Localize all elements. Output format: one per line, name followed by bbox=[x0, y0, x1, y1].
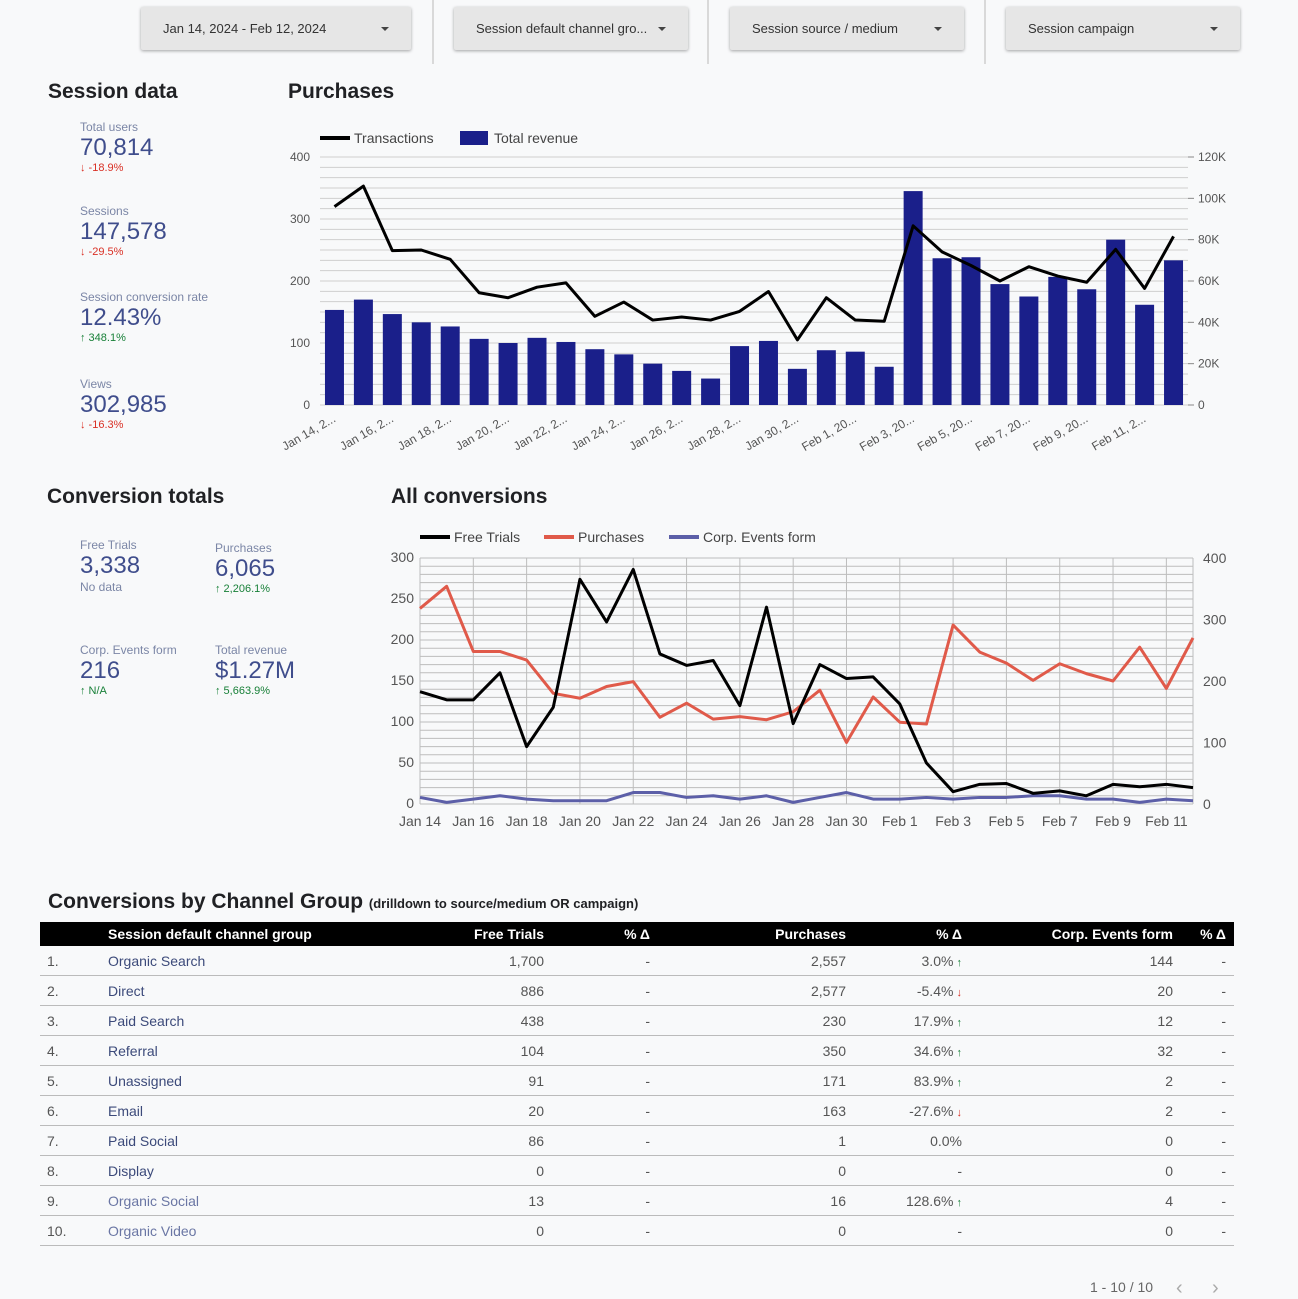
right-axis-tick: 40K bbox=[1198, 315, 1220, 330]
kpi-session-conversion-rate bbox=[80, 290, 208, 344]
right-axis-tick: 120K bbox=[1198, 150, 1227, 164]
kpi-value: 302,985 bbox=[80, 391, 167, 418]
row-purchases-delta: -27.6% ↓ bbox=[854, 1096, 970, 1126]
header-free-trials-delta[interactable]: % Δ bbox=[552, 922, 658, 946]
row-channel-name[interactable]: Direct bbox=[100, 976, 386, 1006]
row-free-trials: 13 bbox=[386, 1186, 552, 1216]
right-axis-tick: 0 bbox=[1198, 398, 1205, 412]
revenue-bar[interactable] bbox=[933, 258, 952, 405]
x-axis-tick: Feb 5, 20... bbox=[914, 411, 975, 454]
right-axis-tick: 400 bbox=[1203, 550, 1227, 566]
row-corp-events-delta: - bbox=[1181, 1156, 1234, 1186]
left-axis-tick: 200 bbox=[289, 274, 310, 288]
row-free-trials: 0 bbox=[386, 1216, 552, 1246]
table-row[interactable] bbox=[40, 1186, 1234, 1216]
right-axis-tick: 0 bbox=[1203, 796, 1211, 812]
x-axis-tick: Jan 22, 2... bbox=[511, 411, 570, 454]
legend-revenue-label: Total revenue bbox=[494, 130, 579, 146]
revenue-bar[interactable] bbox=[556, 342, 575, 405]
row-purchases-delta: -5.4% ↓ bbox=[854, 976, 970, 1006]
right-axis-tick: 100K bbox=[1198, 191, 1227, 206]
revenue-bar[interactable] bbox=[354, 300, 373, 405]
right-axis-tick: 20K bbox=[1198, 356, 1220, 371]
x-axis-tick: Jan 24 bbox=[665, 813, 708, 829]
kpi-delta: ↑ 348.1% bbox=[80, 332, 126, 344]
channel-table-title-text: Conversions by Channel Group bbox=[48, 890, 364, 913]
row-purchases: 0 bbox=[658, 1216, 854, 1246]
left-axis-tick: 0 bbox=[406, 795, 414, 811]
row-channel-name[interactable]: Paid Social bbox=[100, 1126, 386, 1156]
row-free-trials-delta: - bbox=[552, 1186, 658, 1216]
revenue-bar[interactable] bbox=[672, 371, 691, 405]
row-index: 10. bbox=[40, 1216, 100, 1246]
channel-group-label: Session default channel gro... bbox=[476, 21, 648, 36]
x-axis-tick: Jan 16, 2... bbox=[337, 411, 396, 454]
row-purchases-delta: - bbox=[854, 1216, 970, 1246]
x-axis-tick: Feb 1 bbox=[881, 813, 918, 829]
row-free-trials: 886 bbox=[386, 976, 552, 1006]
right-axis-tick: 80K bbox=[1198, 232, 1220, 247]
kpi-delta: ↑ N/A bbox=[80, 685, 107, 697]
revenue-bar[interactable] bbox=[962, 257, 981, 405]
left-axis-tick: 400 bbox=[289, 150, 310, 164]
row-purchases-delta: 83.9% ↑ bbox=[854, 1066, 970, 1096]
x-axis-tick: Jan 14, 2... bbox=[279, 411, 338, 454]
revenue-bar[interactable] bbox=[990, 284, 1009, 405]
left-axis-tick: 250 bbox=[390, 590, 414, 606]
row-index: 8. bbox=[40, 1156, 100, 1186]
row-corp-events-delta: - bbox=[1181, 1096, 1234, 1126]
free-trials-line[interactable] bbox=[420, 569, 1193, 795]
row-index: 5. bbox=[40, 1066, 100, 1096]
kpi-delta: ↑ 5,663.9% bbox=[215, 685, 271, 697]
date-range-label: Jan 14, 2024 - Feb 12, 2024 bbox=[163, 21, 327, 36]
row-free-trials: 0 bbox=[386, 1156, 552, 1186]
kpi-label: Sessions bbox=[80, 204, 129, 218]
row-free-trials-delta: - bbox=[552, 976, 658, 1006]
kpi-purchases bbox=[215, 541, 275, 595]
revenue-bar[interactable] bbox=[1106, 240, 1125, 405]
header-corp-events[interactable]: Corp. Events form bbox=[970, 922, 1181, 946]
revenue-bar[interactable] bbox=[759, 341, 778, 405]
chevron-right-icon[interactable]: › bbox=[1212, 1277, 1219, 1299]
row-free-trials-delta: - bbox=[552, 1096, 658, 1126]
conversion-totals-title: Conversion totals bbox=[47, 485, 225, 508]
legend-purchases-label: Purchases bbox=[578, 529, 645, 545]
row-corp-events: 0 bbox=[970, 1126, 1181, 1156]
row-channel-name[interactable]: Organic Video bbox=[100, 1216, 386, 1246]
row-free-trials-delta: - bbox=[552, 1216, 658, 1246]
row-free-trials: 438 bbox=[386, 1006, 552, 1036]
kpi-label: Purchases bbox=[215, 541, 272, 555]
left-axis-tick: 300 bbox=[390, 549, 414, 565]
campaign-filter[interactable] bbox=[1006, 7, 1240, 50]
row-corp-events-delta: - bbox=[1181, 946, 1234, 976]
dropdown-caret-icon bbox=[381, 27, 389, 31]
row-free-trials: 91 bbox=[386, 1066, 552, 1096]
header-purchases-delta[interactable]: % Δ bbox=[854, 922, 970, 946]
dropdown-caret-icon bbox=[1210, 27, 1218, 31]
x-axis-tick: Jan 16 bbox=[452, 813, 495, 829]
filter-divider bbox=[984, 0, 986, 64]
transactions-line[interactable] bbox=[334, 186, 1173, 340]
x-axis-tick: Feb 7 bbox=[1041, 813, 1078, 829]
row-free-trials-delta: - bbox=[552, 1126, 658, 1156]
row-corp-events: 12 bbox=[970, 1006, 1181, 1036]
row-channel-name[interactable]: Email bbox=[100, 1096, 386, 1126]
row-purchases-delta: 17.9% ↑ bbox=[854, 1006, 970, 1036]
right-axis-tick: 300 bbox=[1203, 611, 1227, 628]
kpi-value: $1.27M bbox=[215, 657, 296, 684]
source-medium-label: Session source / medium bbox=[752, 21, 898, 36]
header-free-trials[interactable]: Free Trials bbox=[386, 922, 552, 946]
row-corp-events: 2 bbox=[970, 1066, 1181, 1096]
x-axis-tick: Jan 28, 2... bbox=[684, 411, 744, 454]
filter-divider bbox=[432, 0, 434, 64]
revenue-bar[interactable] bbox=[614, 354, 633, 405]
revenue-bar[interactable] bbox=[325, 310, 344, 405]
table-row[interactable] bbox=[40, 1006, 1234, 1036]
row-corp-events-delta: - bbox=[1181, 1126, 1234, 1156]
x-axis-tick: Jan 18 bbox=[505, 813, 548, 829]
left-axis-tick: 50 bbox=[398, 754, 414, 770]
kpi-corp-events-form bbox=[80, 643, 177, 697]
table-row[interactable] bbox=[40, 1126, 1234, 1156]
filter-divider bbox=[707, 0, 709, 64]
row-purchases: 171 bbox=[658, 1066, 854, 1096]
chevron-left-icon[interactable]: ‹ bbox=[1176, 1277, 1183, 1299]
revenue-bar[interactable] bbox=[788, 369, 807, 405]
revenue-bar[interactable] bbox=[904, 191, 923, 405]
row-corp-events: 4 bbox=[970, 1186, 1181, 1216]
row-index: 9. bbox=[40, 1186, 100, 1216]
x-axis-tick: Feb 11 bbox=[1145, 813, 1188, 829]
kpi-value: 216 bbox=[80, 657, 121, 684]
header-purchases[interactable]: Purchases bbox=[658, 922, 854, 946]
row-purchases: 230 bbox=[658, 1006, 854, 1036]
row-corp-events-delta: - bbox=[1181, 976, 1234, 1006]
row-channel-name[interactable]: Paid Search bbox=[100, 1006, 386, 1036]
row-channel-name[interactable]: Display bbox=[100, 1156, 386, 1186]
row-free-trials: 104 bbox=[386, 1036, 552, 1066]
row-free-trials-delta: - bbox=[552, 1156, 658, 1186]
table-row[interactable] bbox=[40, 1036, 1234, 1066]
row-purchases-delta: - bbox=[854, 1156, 970, 1186]
left-axis-tick: 150 bbox=[390, 672, 414, 688]
revenue-bar[interactable] bbox=[499, 343, 518, 405]
row-index: 6. bbox=[40, 1096, 100, 1126]
kpi-label: Total users bbox=[80, 120, 139, 134]
revenue-bar[interactable] bbox=[441, 326, 460, 405]
kpi-value: 147,578 bbox=[80, 218, 167, 245]
row-corp-events: 0 bbox=[970, 1216, 1181, 1246]
x-axis-tick: Jan 24, 2... bbox=[568, 411, 628, 454]
row-purchases: 1 bbox=[658, 1126, 854, 1156]
legend-transactions-label: Transactions bbox=[354, 130, 434, 146]
table-row[interactable] bbox=[40, 946, 1234, 976]
all-conversions-title: All conversions bbox=[391, 485, 548, 508]
x-axis-tick: Jan 14 bbox=[398, 813, 442, 829]
left-axis-tick: 0 bbox=[303, 398, 310, 412]
row-index: 7. bbox=[40, 1126, 100, 1156]
row-corp-events: 20 bbox=[970, 976, 1181, 1006]
row-purchases-delta: 128.6% ↑ bbox=[854, 1186, 970, 1216]
row-purchases: 163 bbox=[658, 1096, 854, 1126]
revenue-bar[interactable] bbox=[528, 338, 547, 405]
row-free-trials-delta: - bbox=[552, 1036, 658, 1066]
left-axis-tick: 100 bbox=[390, 713, 414, 729]
x-axis-tick: Feb 9, 20... bbox=[1030, 411, 1091, 454]
revenue-bar[interactable] bbox=[846, 352, 865, 405]
kpi-value: 3,338 bbox=[80, 552, 141, 579]
x-axis-tick: Jan 26, 2... bbox=[626, 411, 686, 454]
row-corp-events-delta: - bbox=[1181, 1216, 1234, 1246]
row-index: 3. bbox=[40, 1006, 100, 1036]
legend-free-trials-label: Free Trials bbox=[454, 529, 521, 545]
header-channel-group[interactable]: Session default channel group bbox=[100, 922, 386, 946]
revenue-bar[interactable] bbox=[383, 314, 402, 405]
x-axis-tick: Feb 1, 20... bbox=[799, 411, 859, 454]
kpi-delta: ↓ -29.5% bbox=[80, 246, 124, 258]
kpi-delta: ↓ -18.9% bbox=[80, 162, 124, 174]
row-corp-events-delta: - bbox=[1181, 1036, 1234, 1066]
x-axis-tick: Feb 11, 2... bbox=[1089, 411, 1149, 454]
revenue-bar[interactable] bbox=[585, 349, 604, 405]
x-axis-tick: Feb 3, 20... bbox=[857, 411, 917, 454]
kpi-label: Total revenue bbox=[215, 643, 288, 657]
pagination-label: 1 - 10 / 10 bbox=[1090, 1279, 1154, 1295]
revenue-bar[interactable] bbox=[1077, 289, 1096, 405]
row-free-trials: 86 bbox=[386, 1126, 552, 1156]
row-purchases-delta: 3.0% ↑ bbox=[854, 946, 970, 976]
x-axis-tick: Jan 30 bbox=[825, 813, 868, 829]
left-axis-tick: 200 bbox=[390, 631, 414, 647]
row-purchases: 16 bbox=[658, 1186, 854, 1216]
dropdown-caret-icon bbox=[934, 27, 942, 31]
left-axis-tick: 300 bbox=[289, 212, 310, 226]
table-row[interactable] bbox=[40, 1096, 1234, 1126]
row-channel-name[interactable]: Unassigned bbox=[100, 1066, 386, 1096]
row-index: 4. bbox=[40, 1036, 100, 1066]
row-corp-events-delta: - bbox=[1181, 1066, 1234, 1096]
revenue-bar[interactable] bbox=[817, 350, 836, 405]
left-axis-tick: 100 bbox=[289, 336, 310, 350]
legend-revenue-swatch bbox=[460, 131, 488, 145]
header-corp-events-delta[interactable]: % Δ bbox=[1181, 922, 1234, 946]
kpi-delta: No data bbox=[80, 580, 123, 594]
revenue-bar[interactable] bbox=[1164, 260, 1183, 405]
row-purchases: 2,557 bbox=[658, 946, 854, 976]
kpi-sessions bbox=[80, 204, 167, 258]
x-axis-tick: Jan 20, 2... bbox=[453, 411, 512, 454]
x-axis-tick: Feb 3 bbox=[935, 813, 972, 829]
row-purchases-delta: 0.0% bbox=[854, 1126, 970, 1156]
kpi-label: Corp. Events form bbox=[80, 643, 177, 657]
table-row[interactable] bbox=[40, 1066, 1234, 1096]
x-axis-tick: Jan 20 bbox=[558, 813, 601, 829]
x-axis-tick: Feb 7, 20... bbox=[972, 411, 1033, 454]
row-free-trials: 1,700 bbox=[386, 946, 552, 976]
row-free-trials-delta: - bbox=[552, 946, 658, 976]
row-channel-name[interactable]: Referral bbox=[100, 1036, 386, 1066]
kpi-value: 12.43% bbox=[80, 304, 162, 331]
table-row[interactable] bbox=[40, 976, 1234, 1006]
legend-corp-events-label: Corp. Events form bbox=[703, 529, 816, 545]
revenue-bar[interactable] bbox=[730, 346, 749, 405]
row-index: 1. bbox=[40, 946, 100, 976]
channel-group-filter[interactable] bbox=[454, 7, 688, 50]
revenue-bar[interactable] bbox=[470, 339, 489, 405]
kpi-label: Free Trials bbox=[80, 538, 137, 552]
x-axis-tick: Feb 5 bbox=[988, 813, 1025, 829]
row-corp-events: 144 bbox=[970, 946, 1181, 976]
kpi-value: 6,065 bbox=[215, 555, 276, 582]
kpi-total-revenue bbox=[215, 643, 295, 697]
x-axis-tick: Feb 9 bbox=[1095, 813, 1131, 829]
channel-table-subtitle: (drilldown to source/medium OR campaign) bbox=[368, 896, 639, 911]
row-purchases: 0 bbox=[658, 1156, 854, 1186]
right-axis-tick: 60K bbox=[1198, 274, 1220, 288]
kpi-label: Views bbox=[80, 377, 112, 391]
row-corp-events-delta: - bbox=[1181, 1186, 1234, 1216]
revenue-bar[interactable] bbox=[1019, 297, 1038, 406]
revenue-bar[interactable] bbox=[643, 364, 662, 405]
x-axis-tick: Jan 28 bbox=[772, 813, 815, 829]
purchases-chart-title: Purchases bbox=[288, 80, 395, 103]
row-corp-events: 0 bbox=[970, 1156, 1181, 1186]
kpi-value: 70,814 bbox=[80, 134, 154, 161]
source-medium-filter[interactable] bbox=[730, 7, 964, 50]
revenue-bar[interactable] bbox=[1135, 305, 1154, 405]
kpi-views bbox=[80, 377, 167, 431]
revenue-bar[interactable] bbox=[701, 379, 720, 405]
channel-table-title bbox=[48, 890, 638, 914]
date-range-filter[interactable] bbox=[141, 7, 411, 50]
x-axis-tick: Jan 26 bbox=[718, 813, 761, 829]
row-corp-events-delta: - bbox=[1181, 1006, 1234, 1036]
row-purchases: 350 bbox=[658, 1036, 854, 1066]
row-free-trials: 20 bbox=[386, 1096, 552, 1126]
row-purchases-delta: 34.6% ↑ bbox=[854, 1036, 970, 1066]
right-axis-tick: 100 bbox=[1203, 734, 1227, 751]
revenue-bar[interactable] bbox=[412, 322, 431, 405]
kpi-label: Session conversion rate bbox=[80, 290, 209, 304]
session-data-title: Session data bbox=[48, 80, 178, 103]
purchases-chart[interactable] bbox=[270, 120, 1250, 460]
channel-group-table bbox=[40, 922, 1234, 1246]
row-free-trials-delta: - bbox=[552, 1066, 658, 1096]
right-axis-tick: 200 bbox=[1203, 673, 1227, 689]
header-index bbox=[40, 922, 100, 946]
campaign-label: Session campaign bbox=[1028, 21, 1135, 36]
row-index: 2. bbox=[40, 976, 100, 1006]
dropdown-caret-icon bbox=[658, 27, 666, 31]
kpi-total-users bbox=[80, 120, 153, 174]
all-conversions-chart[interactable] bbox=[380, 520, 1240, 840]
kpi-delta: ↑ 2,206.1% bbox=[215, 583, 271, 595]
x-axis-tick: Jan 18, 2... bbox=[395, 411, 454, 454]
row-purchases: 2,577 bbox=[658, 976, 854, 1006]
revenue-bar[interactable] bbox=[875, 367, 894, 405]
kpi-free-trials bbox=[80, 538, 140, 594]
x-axis-tick: Jan 22 bbox=[612, 813, 655, 829]
row-channel-name[interactable]: Organic Social bbox=[100, 1186, 386, 1216]
row-channel-name[interactable]: Organic Search bbox=[100, 946, 386, 976]
table-row[interactable] bbox=[40, 1216, 1234, 1246]
row-corp-events: 32 bbox=[970, 1036, 1181, 1066]
table-header-row bbox=[40, 922, 1234, 946]
row-free-trials-delta: - bbox=[552, 1006, 658, 1036]
revenue-bar[interactable] bbox=[1048, 277, 1067, 405]
kpi-delta: ↓ -16.3% bbox=[80, 419, 124, 431]
table-row[interactable] bbox=[40, 1156, 1234, 1186]
x-axis-tick: Jan 30, 2... bbox=[742, 411, 801, 454]
row-corp-events: 2 bbox=[970, 1096, 1181, 1126]
